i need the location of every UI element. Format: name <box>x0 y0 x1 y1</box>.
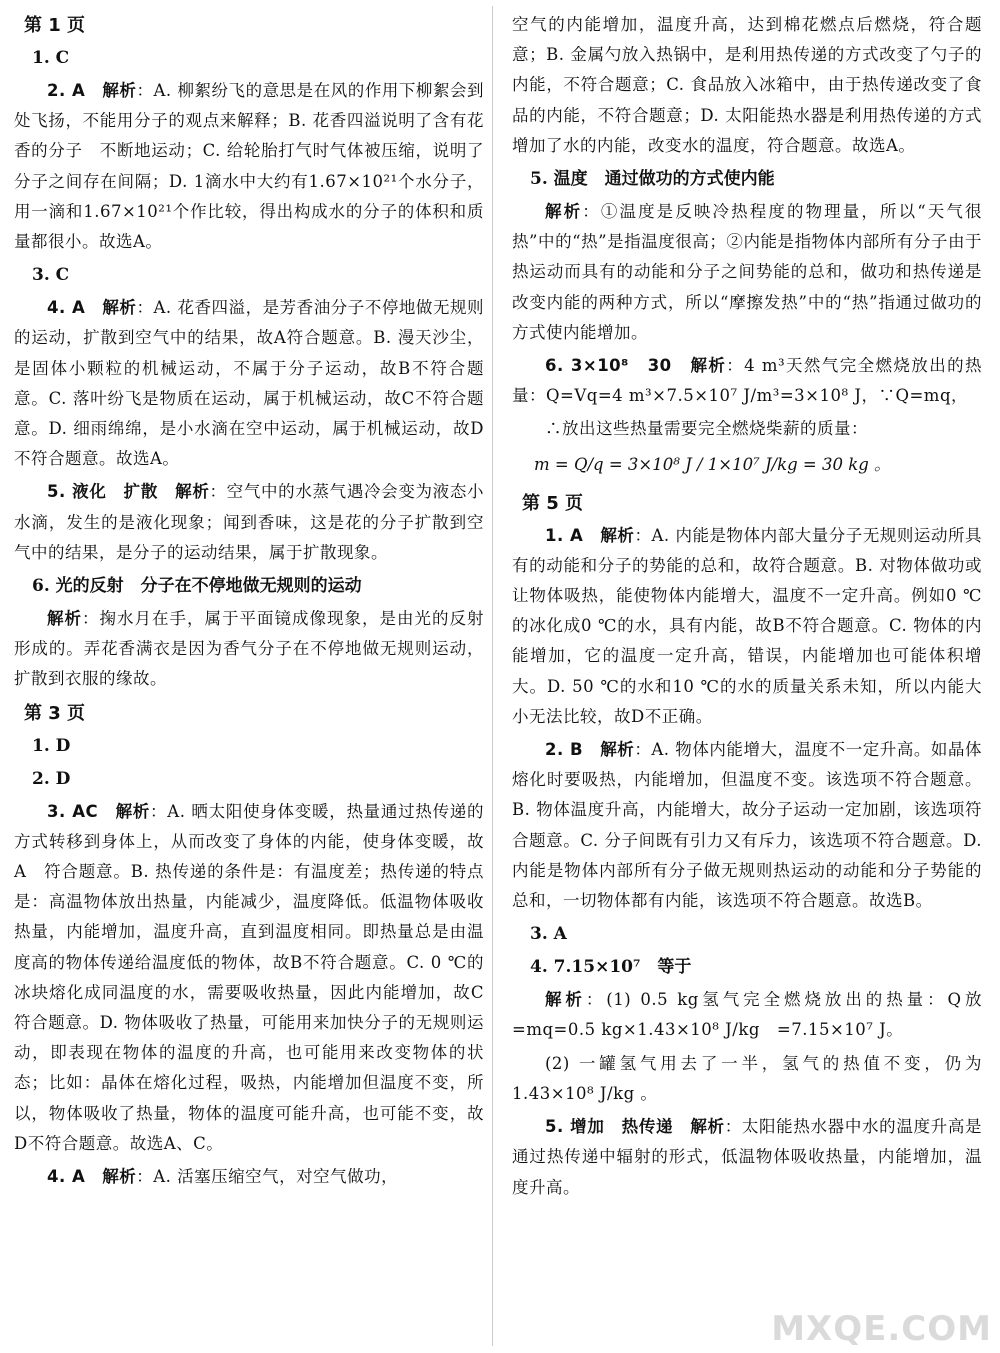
answer-explanation: 3. AC 解析：A. 晒太阳使身体变暖，热量通过热传递的方式转移到身体上，从而改变了身体的内能，使身体变暖，故A 符合题意。B. 热传递的条件是：有温度差；热传递的特点是：高温物体放出热量，内能减少，温度降低。低温物体吸收热量，内能增加，温度升高，直到温度相同。即热量总是由温度高的物体传递给温度低的物体，故B不符合题意。C. 0 ℃的冰块熔化成同温度的水，需要吸收热量，因此内能增加，故C符合题意。D. 物体吸收了热量，可能用来加快分子的无规则运动，即表现在物体的温度的升高，也可能用来改变物体的状态；比如：晶体在熔化过程，吸热，内能增加但温度不变，所以，物体吸收了热量，物体的温度可能升高，也可能不变，故D不符合题意。故选A、C。 <box>14 801 485 1153</box>
answer-explanation: 5. 增加 热传递 解析：太阳能热水器中水的温度升高是通过热传递中辐射的形式，低温物体吸收热量，内能增加，温度升高。 <box>512 1117 983 1197</box>
answer-explanation: 2. B 解析：A. 物体内能增大，温度不一定升高。如晶体熔化时要吸热，内能增加，但温度不变。该选项不符合题意。B. 物体温度升高，内能增大，故分子运动一定加剧，该选项符合题意。C. 分子间既有引力又有斥力，该选项不符合题意。D. 内能是物体内部所有分子做无规则热运动的动能和分子势能的总和，一切物体都有内能，该选项不符合题意。故选B。 <box>512 740 983 911</box>
formula: m = Q/q = 3×10⁸ J / 1×10⁷ J/kg = 30 kg 。 <box>534 454 891 474</box>
page-heading: 第 5 页 <box>522 492 584 514</box>
answer-explanation: 5. 液化 扩散 解析：空气中的水蒸气遇冷会变为液态小水滴，发生的是液化现象；闻到香味，这是花的分子扩散到空气中的结果，是分子的运动结果，属于扩散现象。 <box>14 482 485 562</box>
answer-item: 1. C <box>32 48 70 68</box>
answer-explanation: 解析：①温度是反映冷热程度的物理量，所以“天气很热”中的“热”是指温度很高；②内能是指物体内部所有分子由于热运动而具有的动能和分子之间势能的总和，做功和热传递是改变内能的两种方式，所以“摩擦发热”中的“热”指通过做功的方式使内能增加。 <box>512 202 983 342</box>
page-heading: 第 3 页 <box>24 702 86 724</box>
answer-explanation: 解析：(1) 0.5 kg氢气完全燃烧放出的热量：Q放=mq=0.5 kg×1.43×10⁸ J/kg =7.15×10⁷ J。 <box>512 990 982 1040</box>
left-column <box>14 10 484 1195</box>
answer-item: 3. A <box>530 924 567 945</box>
answer-explanation: 6. 3×10⁸ 30 解析：4 m³天然气完全燃烧放出的热量：Q=Vq=4 m³×7.5×10⁷ J/m³=3×10⁸ J，∵Q=mq， <box>512 356 983 406</box>
answer-explanation: 4. A 解析：A. 花香四溢，是芳香油分子不停地做无规则的运动，扩散到空气中的结果，故A符合题意。B. 漫天沙尘，是固体小颗粒的机械运动，不属于分子运动，故B不符合题意。C. 落叶纷飞是物质在运动，属于机械运动，故C不符合题意。D. 细雨绵绵，是小水滴在空中运动，属于机械运动，故D不符合题意。故选A。 <box>14 298 485 469</box>
answer-item: 4. 7.15×10⁷ 等于 <box>530 957 692 978</box>
answer-explanation-continued: 空气的内能增加，温度升高，达到棉花燃点后燃烧，符合题意；B. 金属勺放入热锅中，是利用热传递的方式改变了勺子的内能，不符合题意；C. 食品放入冰箱中，由于热传递改变了食品的内能，不符合题意；D. 太阳能热水器是利用热传递的方式增加了水的内能，改变水的温度，符合题意。故选A。 <box>512 15 982 155</box>
watermark-logo: MXQE.COM <box>771 1309 992 1349</box>
answer-explanation: 1. A 解析：A. 内能是物体内部大量分子无规则运动所具有的动能和分子的势能的总和，故符合题意。B. 对物体做功或让物体吸热，能使物体内能增大，温度不一定升高。例如0 ℃的冰化成0 ℃的水，具有内能，故B不符合题意。C. 物体的内能增加，它的温度一定升高，错误，内能增加也可能体积增大。D. 50 ℃的水和10 ℃的水的质量关系未知，所以内能大小无法比较，故D不正确。 <box>512 525 983 726</box>
answer-item: 1. D <box>32 735 71 756</box>
answer-item: 5. 温度 通过做功的方式使内能 <box>530 169 775 190</box>
answer-item: 2. D <box>32 768 71 789</box>
right-column <box>512 10 982 1206</box>
answer-item: 6. 光的反射 分子在不停地做无规则的运动 <box>32 576 362 597</box>
answer-explanation: ∴放出这些热量需要完全燃烧柴薪的质量： <box>545 419 868 439</box>
answer-explanation: 2. A 解析：A. 柳絮纷飞的意思是在风的作用下柳絮会到处飞扬，不能用分子的观点来解释；B. 花香四溢说明了含有花香的分子 不断地运动；C. 给轮胎打气时气体被压缩，说明了分子之间存在间隔；D. 1滴水中大约有1.67×10²¹个水分子，用一滴和1.67×10²¹个作比较，得出构成水的分子的体积和质量都很小。故选A。 <box>14 81 485 252</box>
answer-explanation: 解析：掬水月在手，属于平面镜成像现象，是由光的反射形成的。弄花香满衣是因为香气分子在不停地做无规则运动，扩散到衣服的缘故。 <box>14 609 484 689</box>
answer-item: 3. C <box>32 265 70 286</box>
column-divider <box>492 6 493 1346</box>
page-heading: 第 1 页 <box>24 15 86 36</box>
answer-explanation: (2) 一罐氢气用去了一半，氢气的热值不变，仍为1.43×10⁸ J/kg 。 <box>512 1053 982 1103</box>
answer-explanation: 4. A 解析：A. 活塞压缩空气，对空气做功， <box>47 1167 399 1187</box>
